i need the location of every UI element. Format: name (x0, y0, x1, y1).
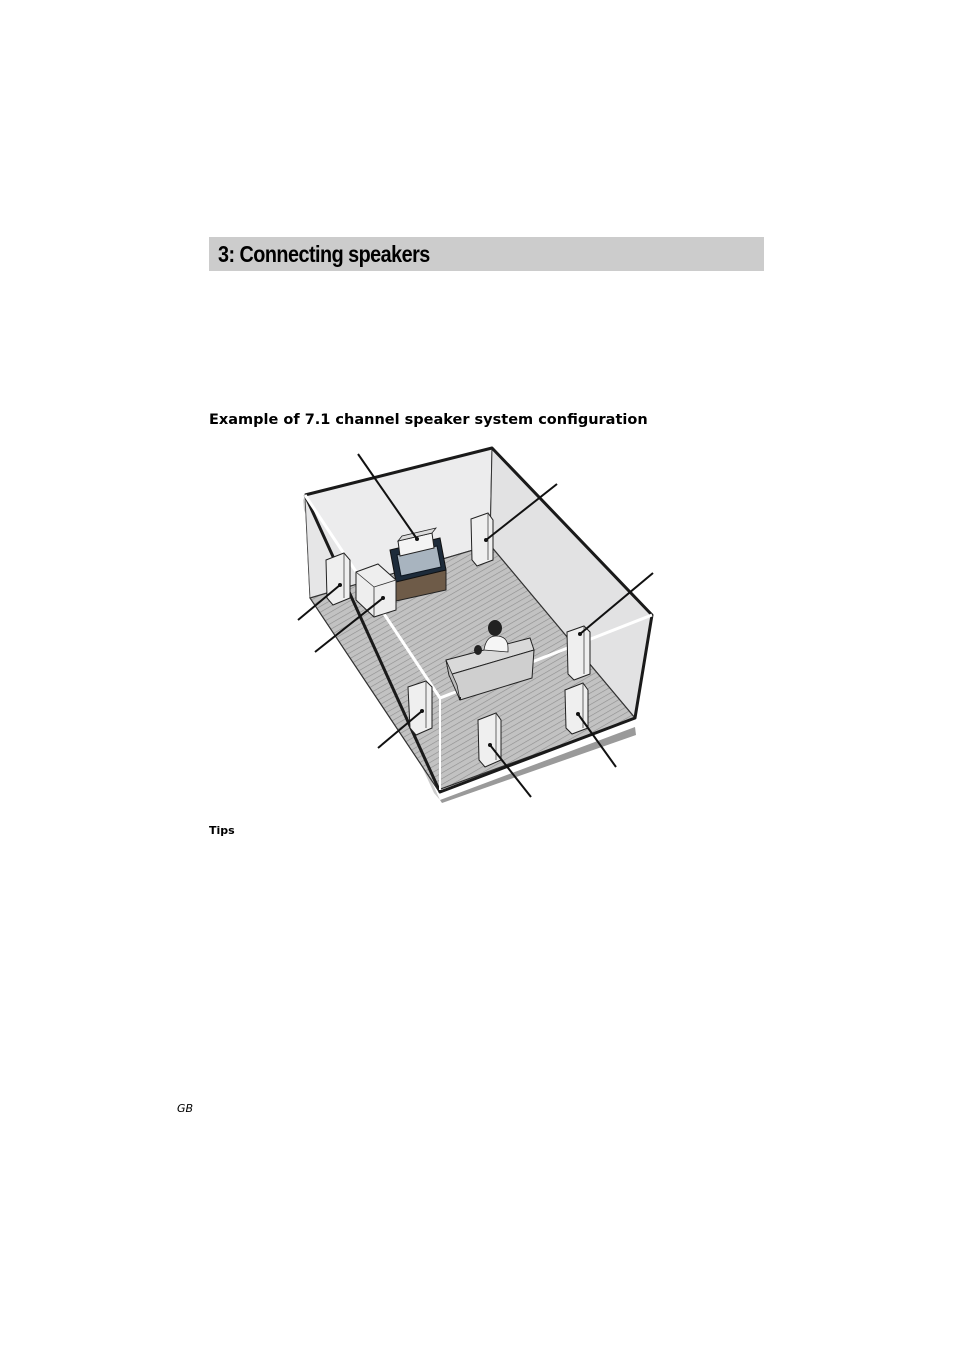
page-title: 3: Connecting speakers (218, 241, 430, 267)
surround-back-right-speaker (565, 683, 588, 734)
section-title-bar (209, 237, 764, 271)
surround-left-speaker (408, 681, 432, 735)
surround-back-left-speaker (478, 713, 501, 767)
front-right-speaker (471, 513, 493, 566)
companion-head (474, 645, 482, 655)
speaker-room-illustration (290, 445, 670, 805)
front-left-speaker (326, 553, 350, 605)
listener-head (488, 620, 502, 636)
page-language-code: GB (177, 1102, 194, 1115)
figure-heading: Example of 7.1 channel speaker system configuration (209, 412, 648, 428)
tips-heading: Tips (209, 824, 235, 837)
